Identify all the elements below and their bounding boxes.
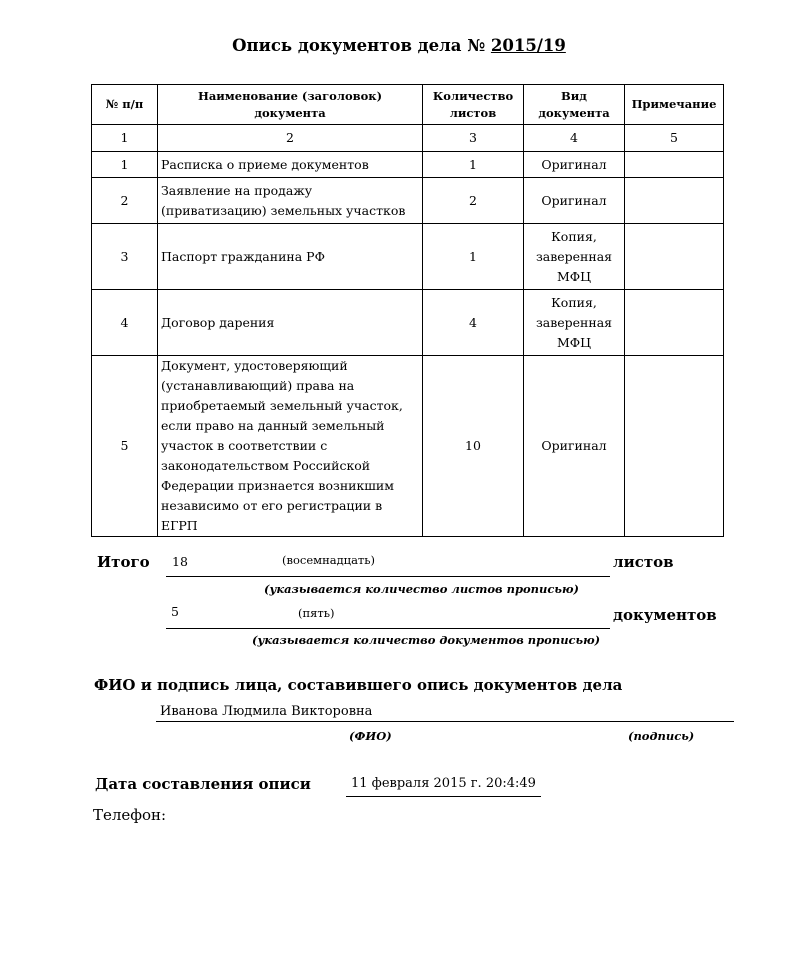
title-prefix: Опись документов дела № bbox=[232, 36, 486, 55]
table-row bbox=[92, 224, 724, 290]
signer-heading: ФИО и подпись лица, составившего опись документов дела bbox=[94, 676, 623, 694]
row-kind: Оригинал bbox=[524, 356, 625, 537]
docs-unit: документов bbox=[613, 606, 717, 624]
fio-hint: (ФИО) bbox=[349, 729, 392, 743]
signer-name: Иванова Людмила Викторовна bbox=[160, 704, 373, 719]
index-cell: 3 bbox=[423, 125, 524, 152]
row-sheets: 1 bbox=[423, 152, 524, 178]
header-name: Наименование (заголовок) документа bbox=[158, 85, 423, 125]
totals-label: Итого bbox=[97, 553, 150, 571]
signer-line bbox=[156, 721, 734, 722]
table-row bbox=[92, 290, 724, 356]
document-title bbox=[0, 36, 798, 55]
row-num: 5 bbox=[92, 356, 158, 537]
row-note bbox=[625, 290, 724, 356]
index-cell: 4 bbox=[524, 125, 625, 152]
sheets-line bbox=[166, 576, 610, 577]
table-row bbox=[92, 356, 724, 537]
index-cell: 5 bbox=[625, 125, 724, 152]
header-sheets: Количество листов bbox=[423, 85, 524, 125]
docs-line bbox=[166, 628, 610, 629]
row-name: Паспорт гражданина РФ bbox=[158, 224, 423, 290]
documents-table bbox=[91, 84, 724, 537]
row-note bbox=[625, 152, 724, 178]
row-num: 2 bbox=[92, 178, 158, 224]
row-num: 3 bbox=[92, 224, 158, 290]
sheets-number: 18 bbox=[172, 554, 188, 569]
row-kind: Копия, заверенная МФЦ bbox=[524, 290, 625, 356]
docs-hint: (указывается количество документов прописью) bbox=[252, 633, 601, 647]
header-note: Примечание bbox=[625, 85, 724, 125]
phone-label: Телефон: bbox=[93, 806, 167, 824]
sheets-hint: (указывается количество листов прописью) bbox=[264, 582, 579, 596]
row-note bbox=[625, 356, 724, 537]
sheets-unit: листов bbox=[613, 553, 674, 571]
row-kind: Оригинал bbox=[524, 178, 625, 224]
row-note bbox=[625, 178, 724, 224]
index-cell: 1 bbox=[92, 125, 158, 152]
index-row bbox=[92, 125, 724, 152]
date-value: 11 февраля 2015 г. 20:4:49 bbox=[351, 776, 536, 791]
docs-number: 5 bbox=[171, 604, 179, 619]
row-name: Договор дарения bbox=[158, 290, 423, 356]
row-num: 1 bbox=[92, 152, 158, 178]
row-sheets: 10 bbox=[423, 356, 524, 537]
header-kind: Вид документа bbox=[524, 85, 625, 125]
row-name: Заявление на продажу (приватизацию) земельных участков bbox=[158, 178, 423, 224]
row-note bbox=[625, 224, 724, 290]
header-num: № п/п bbox=[92, 85, 158, 125]
row-name: Документ, удостоверяющий (устанавливающий) права на приобретаемый земельный участок, если право на данный земельный участок в соответствии с законодательством Российской Федерации признается возникшим независимо от его регистрации в ЕГРП bbox=[158, 356, 423, 537]
row-sheets: 1 bbox=[423, 224, 524, 290]
date-label: Дата составления описи bbox=[95, 775, 311, 793]
date-line bbox=[346, 796, 541, 797]
row-num: 4 bbox=[92, 290, 158, 356]
sign-hint: (подпись) bbox=[628, 729, 695, 743]
table-row bbox=[92, 178, 724, 224]
header-row bbox=[92, 85, 724, 125]
docs-words: (пять) bbox=[298, 606, 335, 620]
case-number: 2015/19 bbox=[490, 36, 566, 55]
sheets-words: (восемнадцать) bbox=[282, 553, 376, 567]
table-row bbox=[92, 152, 724, 178]
row-kind: Копия, заверенная МФЦ bbox=[524, 224, 625, 290]
row-sheets: 4 bbox=[423, 290, 524, 356]
row-sheets: 2 bbox=[423, 178, 524, 224]
row-kind: Оригинал bbox=[524, 152, 625, 178]
index-cell: 2 bbox=[158, 125, 423, 152]
row-name: Расписка о приеме документов bbox=[158, 152, 423, 178]
